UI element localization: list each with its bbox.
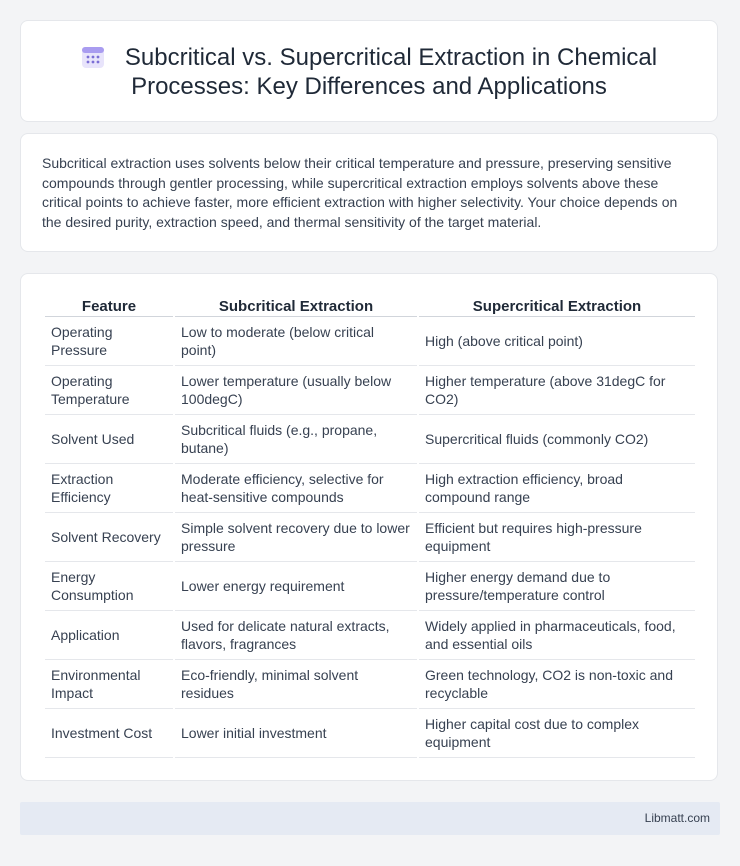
- feature-cell: Application: [45, 611, 173, 660]
- page-title: [21, 43, 717, 101]
- feature-cell: Energy Consumption: [45, 562, 173, 611]
- header-supercritical: Supercritical Extraction: [419, 296, 695, 317]
- feature-cell: Operating Pressure: [45, 317, 173, 366]
- header-feature: Feature: [45, 296, 173, 317]
- table-row: [45, 317, 695, 366]
- table-row: [45, 415, 695, 464]
- table-row: [45, 611, 695, 660]
- supercritical-cell: Green technology, CO2 is non-toxic and recyclable: [419, 660, 695, 709]
- footer-site-link[interactable]: Libmatt.com: [644, 811, 710, 825]
- title-card: [20, 20, 718, 122]
- table-row: [45, 366, 695, 415]
- title-text-1: Subcritical vs. Supercritical Extraction in Chemical: [124, 44, 658, 71]
- footer-bar: [20, 802, 720, 835]
- subcritical-cell: Eco-friendly, minimal solvent residues: [175, 660, 417, 709]
- page-title-line-2: Processes: Key Differences and Applications: [131, 73, 607, 100]
- feature-cell: Operating Temperature: [45, 366, 173, 415]
- intro-card: [20, 133, 718, 252]
- feature-cell: Solvent Recovery: [45, 513, 173, 562]
- subcritical-cell: Low to moderate (below critical point): [175, 317, 417, 366]
- page-title-line-1: [21, 43, 717, 72]
- subcritical-cell: Subcritical fluids (e.g., propane, butane): [175, 415, 417, 464]
- supercritical-cell: Higher capital cost due to complex equipment: [419, 709, 695, 758]
- intro-paragraph: Subcritical extraction uses solvents below their critical temperature and pressure, preserving sensitive compounds through gentler processing, while supercritical extraction employs solvents above these critical points to achieve faster, more efficient extraction with higher selectivity. Your choice depends on the desired purity, extraction speed, and thermal sensitivity of the target material.: [42, 155, 678, 230]
- table-row: [45, 660, 695, 709]
- supercritical-cell: High extraction efficiency, broad compound range: [419, 464, 695, 513]
- subcritical-cell: Lower initial investment: [175, 709, 417, 758]
- comparison-table: [43, 296, 697, 758]
- subcritical-cell: Moderate efficiency, selective for heat-sensitive compounds: [175, 464, 417, 513]
- comparison-card: [20, 273, 718, 781]
- supercritical-cell: High (above critical point): [419, 317, 695, 366]
- supercritical-cell: Higher temperature (above 31degC for CO2): [419, 366, 695, 415]
- table-row: [45, 513, 695, 562]
- supercritical-cell: Higher energy demand due to pressure/temperature control: [419, 562, 695, 611]
- supercritical-cell: Supercritical fluids (commonly CO2): [419, 415, 695, 464]
- feature-cell: Extraction Efficiency: [45, 464, 173, 513]
- subcritical-cell: Lower temperature (usually below 100degC): [175, 366, 417, 415]
- header-subcritical: Subcritical Extraction: [175, 296, 417, 317]
- table-row: [45, 709, 695, 758]
- feature-cell: Investment Cost: [45, 709, 173, 758]
- feature-cell: Environmental Impact: [45, 660, 173, 709]
- calendar-grid-icon: [81, 45, 105, 69]
- table-header-row: [45, 296, 695, 317]
- feature-cell: Solvent Used: [45, 415, 173, 464]
- supercritical-cell: Efficient but requires high-pressure equipment: [419, 513, 695, 562]
- supercritical-cell: Widely applied in pharmaceuticals, food, and essential oils: [419, 611, 695, 660]
- subcritical-cell: Simple solvent recovery due to lower pressure: [175, 513, 417, 562]
- table-row: [45, 464, 695, 513]
- table-row: [45, 562, 695, 611]
- subcritical-cell: Used for delicate natural extracts, flavors, fragrances: [175, 611, 417, 660]
- subcritical-cell: Lower energy requirement: [175, 562, 417, 611]
